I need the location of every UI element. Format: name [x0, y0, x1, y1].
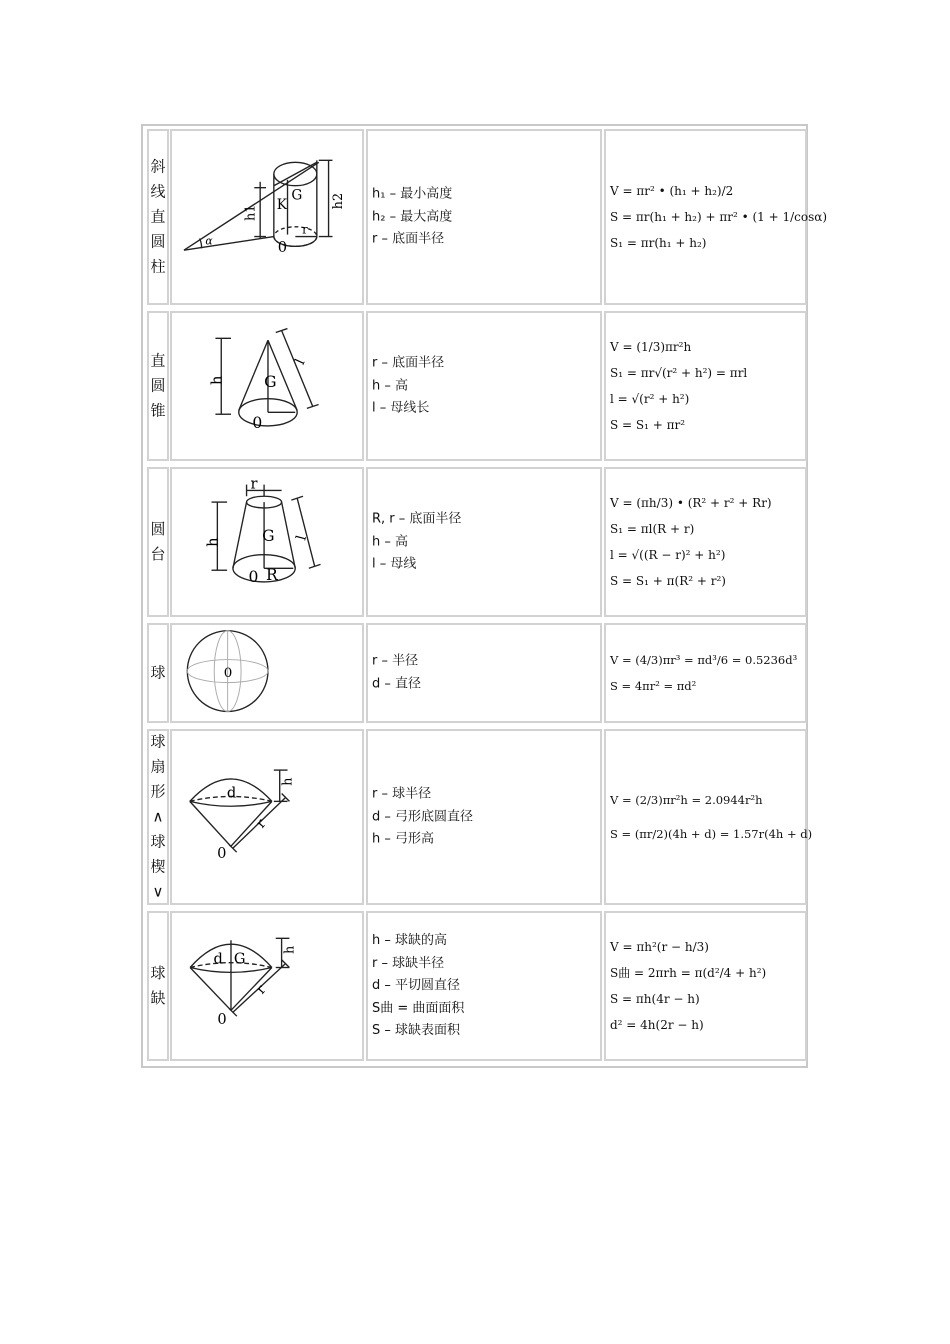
shape-name-cell: [147, 911, 169, 1061]
origin-label: 0: [217, 845, 227, 863]
h-label: h: [208, 375, 226, 386]
spherical-sector-figure: [172, 731, 362, 903]
g-label: G: [262, 527, 275, 546]
table-row: [145, 620, 804, 726]
spherical-cap-figure: [172, 913, 362, 1059]
shape-figure-cell: [170, 129, 364, 305]
formula-item: S₁ = πr√(r² + h²) = πrl: [610, 366, 748, 380]
r-label: r: [252, 815, 270, 832]
variables-cell: [366, 911, 602, 1061]
variable-item: d – 直径: [372, 676, 422, 691]
variable-item: d – 平切圆直径: [372, 977, 461, 993]
variable-item: r – 球半径: [372, 786, 432, 802]
h-label: h: [281, 945, 297, 954]
h2-label: h2: [330, 192, 346, 210]
formula-item: S = πr(h₁ + h₂) + πr² • (1 + 1/cosα): [610, 210, 828, 224]
shape-name: 斜 线 直 圆 柱: [150, 157, 166, 276]
formula-item: S₁ = πr(h₁ + h₂): [610, 236, 707, 250]
shape-figure-cell: [170, 623, 364, 723]
shape-figure-cell: [170, 467, 364, 617]
formula-item: V = (πh/3) • (R² + r² + Rr): [610, 496, 772, 510]
shape-name: 球 缺: [150, 964, 166, 1007]
shape-figure-cell: [170, 311, 364, 461]
variable-item: h – 弓形高: [372, 831, 435, 847]
origin-label: 0: [223, 665, 233, 681]
shape-figure-cell: [170, 729, 364, 905]
variable-item: r – 半径: [372, 653, 419, 669]
formula-item: S = S₁ + πr²: [610, 418, 686, 432]
r-label: r: [252, 982, 270, 998]
l-label: l: [293, 533, 310, 543]
variables-cell: [366, 729, 602, 905]
origin-label: 0: [217, 1010, 227, 1028]
big-r-label: R: [266, 565, 278, 584]
formula-item: V = πh²(r − h/3): [610, 940, 709, 954]
table-row: [145, 126, 828, 308]
formula-item: d² = 4h(2r − h): [610, 1018, 704, 1032]
sphere-figure: [172, 625, 362, 721]
formula-item: l = √((R − r)² + h²): [610, 548, 726, 562]
shape-name-cell: [147, 129, 169, 305]
shape-name-cell: [147, 311, 169, 461]
d-label: d: [213, 950, 223, 968]
formula-list: [610, 934, 803, 1038]
table-row: [145, 908, 804, 1064]
formula-list: [610, 178, 828, 256]
h-label: h: [279, 777, 295, 786]
formulas-cell: [604, 129, 828, 305]
variable-item: h – 高: [372, 533, 409, 549]
alpha-label: α: [205, 234, 213, 248]
table-row: [145, 464, 804, 620]
g-label: G: [264, 372, 277, 391]
r-label: r: [302, 222, 308, 237]
table-row: [145, 308, 804, 464]
variable-list: [372, 930, 596, 1043]
variable-item: r – 底面半径: [372, 355, 445, 371]
formula-item: S = πh(4r − h): [610, 992, 700, 1006]
variable-item: h₂ – 最大高度: [372, 208, 453, 224]
k-label: K: [276, 197, 287, 214]
small-r-label: r: [250, 475, 258, 493]
variable-item: S曲 = 曲面面积: [372, 1000, 465, 1016]
d-label: d: [226, 784, 237, 802]
shape-name-cell: [147, 623, 169, 723]
formula-list: [610, 647, 803, 699]
formula-list: [610, 334, 803, 438]
formula-item: S = 4πr² = πd²: [610, 679, 697, 693]
formula-item: l = √(r² + h²): [610, 392, 690, 406]
formulas-cell: [604, 311, 807, 461]
right-cone-figure: [172, 313, 362, 459]
shape-name: 球: [150, 663, 166, 682]
formula-item: S = (πr/2)(4h + d) = 1.57r(4h + d): [610, 827, 813, 841]
variable-item: r – 底面半径: [372, 231, 445, 247]
formula-item: V = (2/3)πr²h = 2.0944r²h: [610, 793, 763, 807]
frustum-figure: [172, 469, 362, 615]
variable-list: [372, 651, 596, 696]
geometry-formula-table: [141, 124, 828, 1068]
formula-item: V = (1/3)πr²h: [610, 340, 692, 354]
variable-item: l – 母线: [372, 556, 417, 572]
variable-item: R, r – 底面半径: [372, 511, 462, 527]
g-label: G: [291, 187, 303, 204]
formula-list: [610, 490, 803, 594]
variables-cell: [366, 311, 602, 461]
h-label: h: [204, 537, 222, 547]
variable-list: [372, 352, 596, 420]
variable-item: d – 弓形底圆直径: [372, 808, 474, 824]
formula-item: S₁ = πl(R + r): [610, 522, 695, 536]
formulas-cell: [604, 911, 807, 1061]
formula-item: S = S₁ + π(R² + r²): [610, 574, 726, 588]
variable-list: [372, 183, 596, 251]
variable-list: [372, 783, 596, 851]
origin-label: 0: [248, 567, 259, 586]
formulas-cell: [604, 729, 813, 905]
shape-name: 直 圆 锥: [150, 351, 166, 420]
variables-cell: [366, 623, 602, 723]
shape-figure-cell: [170, 911, 364, 1061]
variables-cell: [366, 467, 602, 617]
shape-name: 圆 台: [150, 520, 166, 563]
variable-item: l – 母线长: [372, 400, 430, 416]
variable-item: h – 高: [372, 377, 409, 393]
shape-name-cell: [147, 729, 169, 905]
table-row: [145, 726, 813, 908]
formulas-cell: [604, 467, 807, 617]
variable-item: S – 球缺表面积: [372, 1022, 461, 1038]
variable-item: h₁ – 最小高度: [372, 186, 453, 202]
variable-list: [372, 508, 596, 576]
variables-cell: [366, 129, 602, 305]
l-label: l: [292, 356, 309, 368]
variable-item: r – 球缺半径: [372, 955, 445, 971]
origin-label: 0: [277, 239, 288, 257]
shape-name: 球 扇 形 ∧ 球 楔 ∨: [150, 732, 166, 901]
formula-item: V = πr² • (h₁ + h₂)/2: [610, 184, 734, 198]
formula-item: S曲 = 2πrh = π(d²/4 + h²): [610, 966, 767, 980]
shape-name-cell: [147, 467, 169, 617]
oblique-cylinder-figure: [172, 131, 362, 303]
formula-list: [610, 783, 813, 851]
g-label: G: [233, 950, 246, 968]
h1-label: h1: [242, 204, 258, 221]
variable-item: h – 球缺的高: [372, 932, 448, 948]
formulas-cell: [604, 623, 807, 723]
origin-label: 0: [252, 413, 263, 432]
formula-item: V = (4/3)πr³ = πd³/6 = 0.5236d³: [610, 653, 798, 667]
